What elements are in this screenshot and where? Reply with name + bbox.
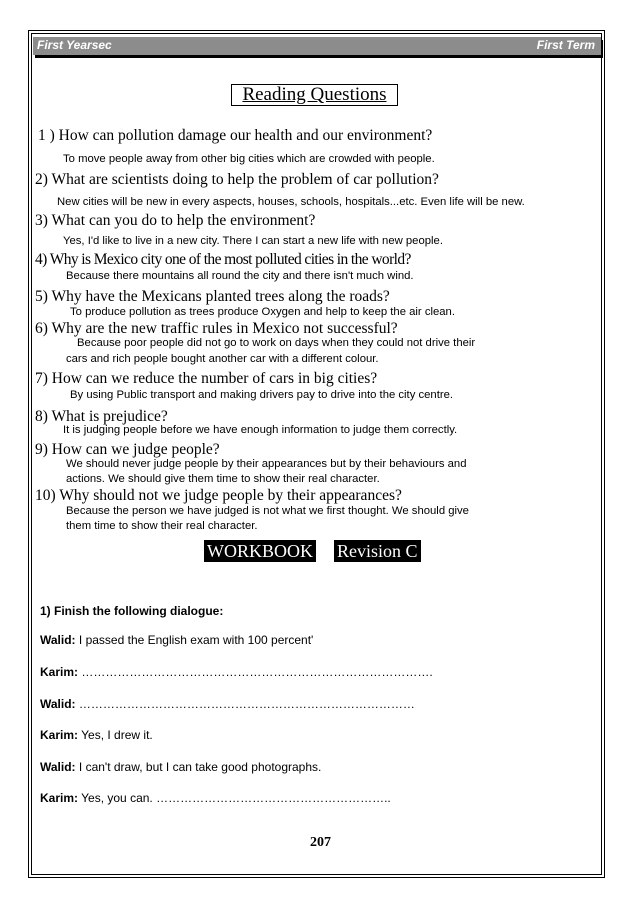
- dialogue-line-1: [40, 633, 313, 647]
- workbook-label: WORKBOOK: [204, 540, 316, 562]
- answer-3: Yes, I'd like to live in a new city. There I can start a new life with new people.: [63, 235, 443, 247]
- page-number: 207: [310, 835, 331, 850]
- speaker-label: Walid:: [40, 697, 76, 711]
- question-3: 3) What can you do to help the environment?: [35, 212, 316, 229]
- dialogue-line-4: [40, 728, 153, 742]
- answer-4: Because there mountains all round the city and there isn't much wind.: [66, 270, 414, 282]
- answer-9-line-2: actions. We should give them time to show their real character.: [66, 473, 380, 485]
- answer-7: By using Public transport and making drivers pay to drive into the city centre.: [70, 389, 454, 401]
- answer-10-line-1: Because the person we have judged is not what we first thought. We should give: [66, 505, 469, 517]
- answer-8: It is judging people before we have enough information to judge them correctly.: [63, 424, 458, 436]
- answer-5: To produce pollution as trees produce Oxygen and help to keep the air clean.: [70, 306, 455, 318]
- question-9: 9) How can we judge people?: [35, 441, 220, 458]
- speaker-label: Walid:: [40, 760, 76, 774]
- answer-1: To move people away from other big cities which are crowded with people.: [63, 153, 435, 165]
- speaker-label: Walid:: [40, 633, 76, 647]
- dialogue-text: I passed the English exam with 100 percent': [78, 633, 314, 647]
- question-1: 1 ) How can pollution damage our health and our environment?: [38, 127, 433, 144]
- dialogue-line-5: [40, 760, 321, 774]
- question-2: 2) What are scientists doing to help the problem of car pollution?: [35, 171, 439, 188]
- header-bar: [33, 37, 601, 55]
- question-8: 8) What is prejudice?: [35, 408, 168, 425]
- dialogue-blank: …………………………………………………………………………….: [81, 665, 433, 679]
- answer-10-line-2: them time to show their real character.: [66, 520, 258, 532]
- speaker-label: Karim:: [40, 665, 79, 679]
- exercise-heading: 1) Finish the following dialogue:: [40, 604, 224, 618]
- dialogue-line-3: [40, 697, 415, 711]
- question-5: 5) Why have the Mexicans planted trees along the roads?: [35, 288, 390, 305]
- question-10: 10) Why should not we judge people by their appearances?: [35, 487, 402, 504]
- answer-6-line-2: cars and rich people bought another car with a different colour.: [66, 353, 379, 365]
- question-7: 7) How can we reduce the number of cars in big cities?: [35, 370, 378, 387]
- page-title: Reading Questions: [231, 84, 398, 106]
- dialogue-blank: …………………………………………………………………………: [78, 697, 415, 711]
- dialogue-line-2: [40, 665, 433, 679]
- question-4: 4) Why is Mexico city one of the most polluted cities in the world?: [35, 251, 411, 268]
- answer-9-line-1: We should never judge people by their appearances but by their behaviours and: [66, 458, 467, 470]
- header-grade: First Yearsec: [37, 38, 112, 52]
- dialogue-line-6: [40, 791, 391, 805]
- speaker-label: Karim:: [40, 791, 79, 805]
- answer-6-line-1: Because poor people did not go to work on days when they could not drive their: [77, 337, 476, 349]
- dialogue-text: Yes, I drew it.: [81, 728, 153, 742]
- dialogue-text: Yes, you can. …………………………………………………..: [81, 791, 391, 805]
- answer-2: New cities will be new in every aspects, houses, schools, hospitals...etc. Even life will be new.: [57, 196, 525, 208]
- header-term: First Term: [536, 38, 595, 52]
- speaker-label: Karim:: [40, 728, 79, 742]
- revision-label: Revision C: [334, 540, 421, 562]
- question-6: 6) Why are the new traffic rules in Mexico not successful?: [35, 320, 398, 337]
- dialogue-text: I can't draw, but I can take good photographs.: [78, 760, 322, 774]
